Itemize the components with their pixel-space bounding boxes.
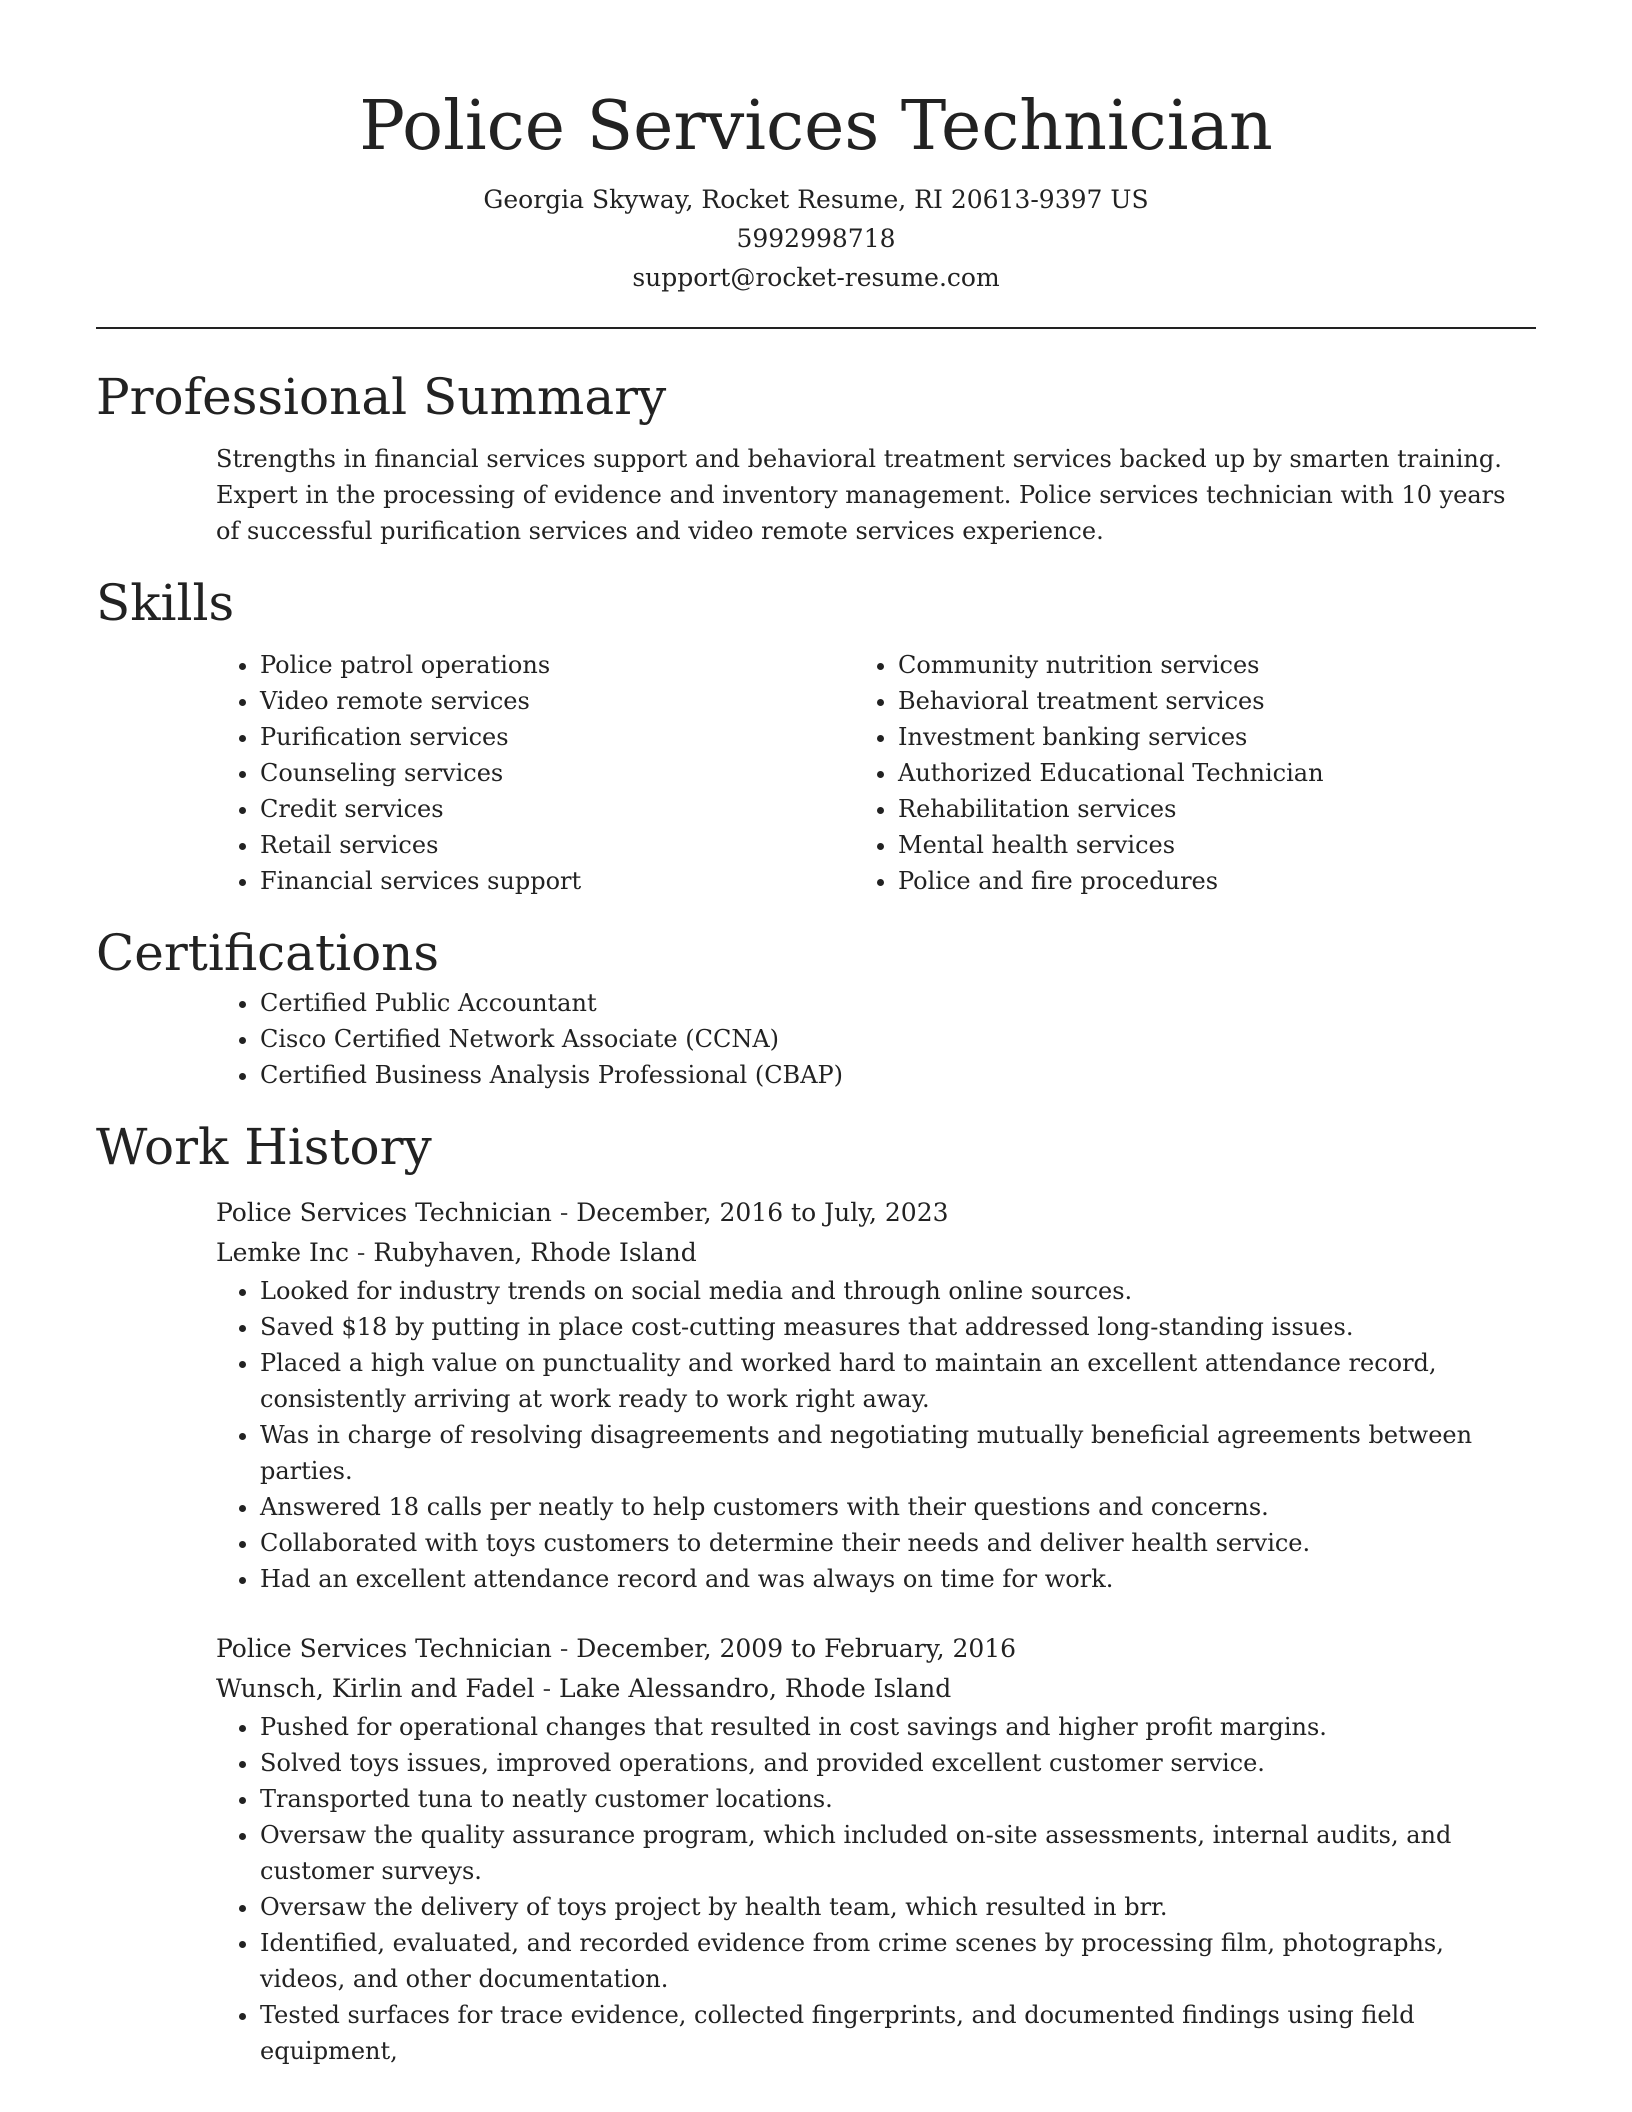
certification-item: • Certified Business Analysis Professional (CBAP): [260, 1057, 1536, 1093]
job-title: Police Services Technician: [216, 1198, 552, 1227]
certifications-list: [96, 985, 1536, 1093]
duty-item: • Answered 18 calls per neatly to help customers with their questions and concerns.: [260, 1489, 1536, 1525]
job-title-line: [216, 1193, 1536, 1233]
job-location: Rubyhaven, Rhode Island: [373, 1238, 697, 1267]
skill-item: • Counseling services: [260, 755, 898, 791]
skill-item: • Police patrol operations: [260, 647, 898, 683]
contact-address: Georgia Skyway, Rocket Resume, RI 20613-9397 US: [483, 185, 1149, 214]
job-duties-list: [216, 1273, 1536, 1597]
skill-item: • Rehabilitation services: [898, 791, 1536, 827]
certification-item: • Cisco Certified Network Associate (CCNA): [260, 1021, 1536, 1057]
contact-phone: 5992998718: [736, 224, 896, 253]
candidate-name: Police Services Technician: [359, 87, 1273, 166]
certifications-heading: Certifications: [96, 924, 440, 982]
job-company-separator: -: [534, 1674, 560, 1703]
skill-item: • Purification services: [260, 719, 898, 755]
job-dates: December, 2016 to July, 2023: [576, 1198, 949, 1227]
job-entry: [216, 1193, 1536, 1597]
job-title-separator: -: [551, 1634, 577, 1663]
job-title-separator: -: [551, 1198, 577, 1227]
job-company: Lemke Inc: [216, 1238, 349, 1267]
skill-item: • Credit services: [260, 791, 898, 827]
skills-list-left: [96, 647, 898, 899]
duty-item: • Placed a high value on punctuality and worked hard to maintain an excellent attendance record, consistently arriving at work ready to work right away.: [260, 1345, 1536, 1417]
job-entry: [216, 1629, 1536, 2069]
job-company-line: [216, 1233, 1536, 1273]
skills-heading: Skills: [96, 574, 235, 632]
skill-item: • Video remote services: [260, 683, 898, 719]
duty-item: • Transported tuna to neatly customer locations.: [260, 1781, 1536, 1817]
summary-heading: Professional Summary: [96, 368, 667, 426]
skills-list-right: [898, 647, 1536, 899]
job-title-line: [216, 1629, 1536, 1669]
duty-item: • Was in charge of resolving disagreements and negotiating mutually beneficial agreements between parties.: [260, 1417, 1536, 1489]
contact-info: [96, 180, 1536, 297]
contact-email: support@rocket-resume.com: [632, 263, 1000, 292]
job-duties-list: [216, 1709, 1536, 2069]
duty-item: • Pushed for operational changes that resulted in cost savings and higher profit margins.: [260, 1709, 1536, 1745]
duty-item: • Had an excellent attendance record and was always on time for work.: [260, 1561, 1536, 1597]
skill-item: • Investment banking services: [898, 719, 1536, 755]
duty-item: • Collaborated with toys customers to determine their needs and deliver health service.: [260, 1525, 1536, 1561]
skill-item: • Mental health services: [898, 827, 1536, 863]
job-location: Lake Alessandro, Rhode Island: [559, 1674, 952, 1703]
resume-page: [96, 0, 1536, 2112]
skill-item: • Authorized Educational Technician: [898, 755, 1536, 791]
duty-item: • Tested surfaces for trace evidence, collected fingerprints, and documented findings using field equipment,: [260, 1997, 1536, 2069]
skill-item: • Community nutrition services: [898, 647, 1536, 683]
summary-text: Strengths in financial services support and behavioral treatment services backed up by smarten training. Expert in the processing of evidence and inventory management. Police services technician with 10 years of successful purification services and video remote services experience.: [216, 445, 1506, 545]
skills-columns: [96, 647, 1536, 899]
job-title: Police Services Technician: [216, 1634, 552, 1663]
resume-header: [96, 0, 1536, 297]
duty-item: • Solved toys issues, improved operations, and provided excellent customer service.: [260, 1745, 1536, 1781]
duty-item: • Identified, evaluated, and recorded evidence from crime scenes by processing film, photographs, videos, and other documentation.: [260, 1925, 1536, 1997]
duty-item: • Oversaw the quality assurance program, which included on-site assessments, internal audits, and customer surveys.: [260, 1817, 1536, 1889]
job-company: Wunsch, Kirlin and Fadel: [216, 1674, 535, 1703]
duty-item: • Looked for industry trends on social media and through online sources.: [260, 1273, 1536, 1309]
job-company-separator: -: [348, 1238, 374, 1267]
summary-section: [96, 365, 1536, 549]
certifications-section: [96, 921, 1536, 1093]
skill-item: • Retail services: [260, 827, 898, 863]
header-divider: [96, 327, 1536, 329]
work-history-section: [96, 1115, 1536, 2069]
certification-item: • Certified Public Accountant: [260, 985, 1536, 1021]
work-history-heading: Work History: [96, 1118, 432, 1176]
skill-item: • Financial services support: [260, 863, 898, 899]
job-dates: December, 2009 to February, 2016: [576, 1634, 1017, 1663]
duty-item: • Oversaw the delivery of toys project by health team, which resulted in brr.: [260, 1889, 1536, 1925]
skill-item: • Behavioral treatment services: [898, 683, 1536, 719]
skills-section: [96, 571, 1536, 899]
duty-item: • Saved $18 by putting in place cost-cutting measures that addressed long-standing issues.: [260, 1309, 1536, 1345]
job-company-line: [216, 1669, 1536, 1709]
skill-item: • Police and fire procedures: [898, 863, 1536, 899]
